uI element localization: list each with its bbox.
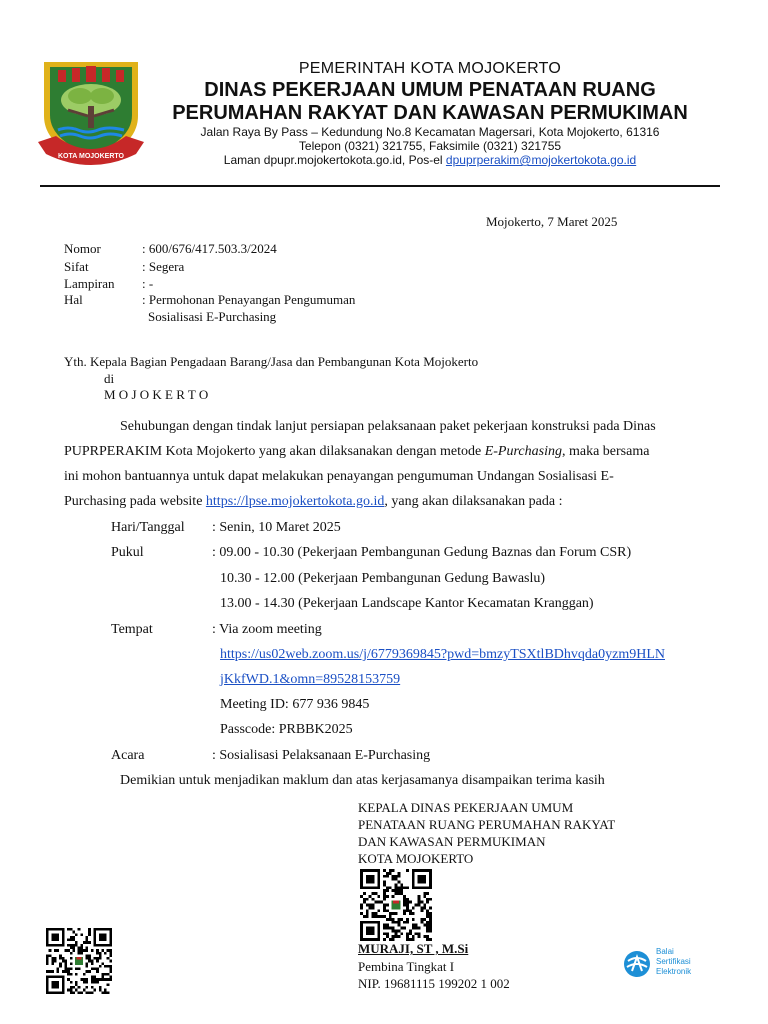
- paragraph-text: Purchasing pada website: [64, 494, 206, 509]
- place-date: Mojokerto, 7 Maret 2025: [486, 214, 618, 229]
- passcode: Passcode: PRBBK2025: [220, 722, 353, 737]
- meta-label-lampiran: Lampiran: [64, 276, 115, 291]
- office-phone: Telepon (0321) 321755, Faksimile (0321) 321755: [298, 139, 562, 153]
- detail-value-time-1: : 09.00 - 10.30 (Pekerjaan Pembangunan Gedung Baznas dan Forum CSR): [212, 545, 632, 560]
- government-name: PEMERINTAH KOTA MOJOKERTO: [298, 60, 562, 77]
- meta-value-nomor: : 600/676/417.503.3/2024: [142, 241, 277, 256]
- signature-title-1: KEPALA DINAS PEKERJAAN UMUM: [358, 800, 574, 815]
- lpse-link[interactable]: https://lpse.mojokertokota.go.id: [205, 494, 385, 509]
- office-name-line2: PERUMAHAN RAKYAT DAN KAWASAN PERMUKIMAN: [172, 102, 688, 124]
- detail-label-place: Tempat: [111, 622, 153, 637]
- document-qr-code: [46, 928, 112, 994]
- paragraph-line2: [64, 444, 649, 460]
- signature-title-4: KOTA MOJOKERTO: [358, 851, 474, 866]
- detail-value-day: : Senin, 10 Maret 2025: [212, 520, 341, 535]
- meeting-id: Meeting ID: 677 936 9845: [220, 697, 370, 712]
- meta-value-lampiran: : -: [142, 276, 154, 291]
- city-emblem-logo: [38, 58, 144, 168]
- meta-label-hal: Hal: [64, 292, 83, 307]
- header-divider: [40, 185, 720, 187]
- paragraph-text: PUPRPERAKIM Kota Mojokerto yang akan dilaksanakan dengan metode: [64, 444, 485, 459]
- zoom-link-line1[interactable]: https://us02web.zoom.us/j/6779369845?pwd=bmzyTSXtlBDhvqda0yzm9HLN: [220, 647, 665, 662]
- detail-label-time: Pukul: [111, 545, 144, 560]
- signature-title-3: DAN KAWASAN PERMUKIMAN: [358, 834, 546, 849]
- bsre-logo: [622, 945, 722, 981]
- signature-qr-code: [358, 869, 434, 941]
- signatory-nip: NIP. 19681115 199202 1 002: [358, 976, 510, 991]
- bsre-line2: Sertifikasi: [656, 957, 691, 966]
- recipient: Yth. Kepala Bagian Pengadaan Barang/Jasa dan Pembangunan Kota Mojokerto: [64, 354, 479, 369]
- office-address: Jalan Raya By Pass – Kedundung No.8 Kecamatan Magersari, Kota Mojokerto, 61316: [200, 125, 660, 139]
- signatory-rank: Pembina Tingkat I: [358, 959, 455, 974]
- detail-label-event: Acara: [111, 748, 145, 763]
- web-prefix: Laman dpupr.mojokertokota.go.id, Pos-el: [223, 153, 446, 167]
- bsre-globe-icon: [622, 949, 652, 979]
- meta-value-hal: : Permohonan Penayangan Pengumuman: [142, 292, 356, 307]
- paragraph-text: , maka bersama: [561, 444, 650, 459]
- meta-label-sifat: Sifat: [64, 259, 89, 274]
- paragraph-line1: Sehubungan dengan tindak lanjut persiapan pelaksanaan paket pekerjaan konstruksi pada Dinas: [120, 419, 656, 434]
- recipient-di: di: [104, 371, 115, 386]
- subject-line2: Sosialisasi E-Purchasing: [148, 309, 277, 324]
- office-name-line1: DINAS PEKERJAAN UMUM PENATAAN RUANG: [204, 79, 656, 101]
- meta-value-sifat: : Segera: [142, 259, 185, 274]
- detail-value-event: : Sosialisasi Pelaksanaan E-Purchasing: [212, 748, 431, 763]
- logo-ribbon-text: KOTA MOJOKERTO: [58, 153, 124, 160]
- email-link[interactable]: dpuprperakim@mojokertokota.go.id: [445, 153, 637, 167]
- office-web-email: [160, 153, 700, 167]
- closing-sentence: Demikian untuk menjadikan maklum dan atas kerjasamanya disampaikan terima kasih: [120, 773, 605, 788]
- bsre-line3: Elektronik: [656, 967, 692, 976]
- detail-value-time-3: 13.00 - 14.30 (Pekerjaan Landscape Kantor Kecamatan Kranggan): [220, 596, 594, 611]
- paragraph-line4: [64, 494, 562, 510]
- meta-label-nomor: Nomor: [64, 241, 101, 256]
- paragraph-emphasis: E-Purchasing: [484, 444, 562, 459]
- signature-title-2: PENATAAN RUANG PERUMAHAN RAKYAT: [358, 817, 616, 832]
- detail-label-day: Hari/Tanggal: [111, 520, 185, 535]
- detail-value-time-2: 10.30 - 12.00 (Pekerjaan Pembangunan Gedung Bawaslu): [220, 571, 546, 586]
- zoom-link-line2[interactable]: jKkfWD.1&omn=89528153759: [220, 672, 401, 687]
- recipient-city: M O J O K E R T O: [104, 387, 209, 402]
- bsre-line1: Balai: [656, 947, 674, 956]
- paragraph-line3: ini mohon bantuannya untuk dapat melakukan penayangan pengumuman Undangan Sosialisasi E-: [64, 469, 614, 484]
- detail-value-place: : Via zoom meeting: [212, 622, 322, 637]
- paragraph-text: , yang akan dilaksanakan pada :: [384, 494, 563, 509]
- signatory-name: MURAJI, ST , M.Si: [358, 941, 469, 956]
